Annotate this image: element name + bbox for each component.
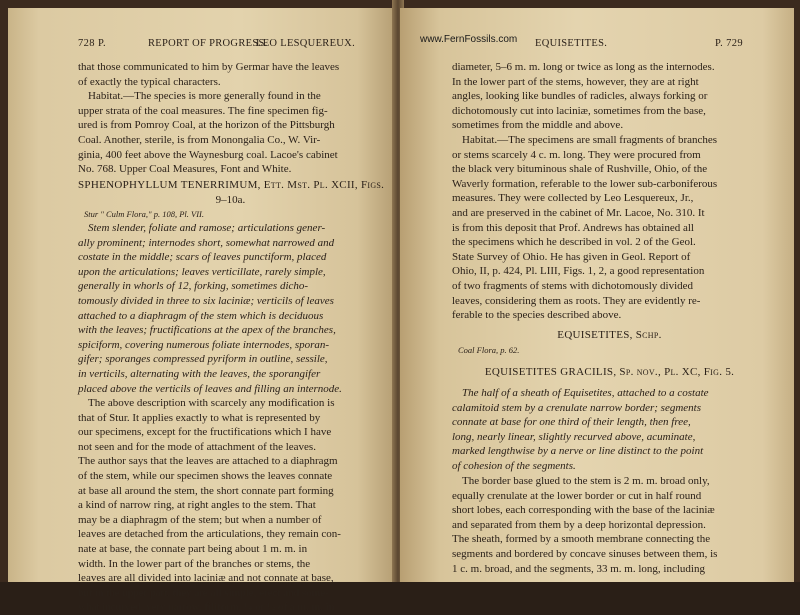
text-line: angles, looking like bundles of radicles, always forking or (452, 90, 708, 103)
text-line: short lobes, each corresponding with the base of the laciniæ (452, 504, 715, 517)
right-species-heading (452, 365, 767, 380)
right-page (400, 8, 794, 582)
right-page-number: P. 729 (715, 38, 744, 49)
text-line: with the leaves; fructifications at the apex of the branches, (78, 324, 336, 337)
text-line: tomously divided in three to six laciniæ; verticils of leaves (78, 294, 334, 307)
text-line: sometimes from the middle and above. (452, 119, 624, 132)
text-line: of the stem, while our specimen shows the leaves connate (78, 469, 333, 482)
text-line: of two fragments of stems with dichotomously divided (452, 279, 694, 292)
text-line: No. 768. Upper Coal Measures, Font and White. (78, 163, 292, 176)
text-line: may be a diaphragm of the stem; but when a number of (78, 513, 322, 526)
text-line: at base all around the stem, the short connate part forming (78, 484, 334, 497)
text-line: attached to a diaphragm of the stem which is deciduous (78, 309, 324, 322)
right-running-title: EQUISETITES. (535, 38, 608, 49)
text-line: spiciform, covering numerous foliate internodes, sporan- (78, 338, 330, 351)
text-line: that those communicated to him by Germar have the leaves (78, 61, 340, 73)
text-line: and separated from them by a deep horizontal depression. (452, 518, 706, 531)
right-genus-heading (452, 328, 767, 357)
text-line: the specimens which he described in vol. 2 of the Geol. (452, 236, 696, 249)
text-line: The sheath, formed by a smooth membrane connecting the (452, 533, 711, 546)
text-line: long, nearly linear, slightly recurved above, acuminate, (452, 430, 696, 443)
text-line: upon the articulations; leaves verticillate, rarely simple, (78, 265, 326, 278)
text-line: measures. They were collected by Leo Lesquereux, Jr., (452, 192, 694, 205)
text-line: is from this deposit that Prof. Andrews has obtained all (452, 221, 694, 234)
left-page (8, 8, 396, 614)
species-heading: SPHENOPHYLLUM TENERRIMUM, Ett. Mst. Pl. XCII, Figs. (78, 179, 385, 191)
text-line: calamitoid stem by a crenulate narrow border; segments (452, 401, 701, 414)
reference-line: Stur " Culm Flora," p. 108, Pl. VII. (84, 209, 204, 220)
text-line: generally in whorls of 12, forking, sometimes dicho- (78, 280, 309, 293)
watermark-url: www.FernFossils.com (420, 34, 518, 45)
text-line: Habitat.—The specimens are small fragments of branches (462, 133, 718, 146)
text-line: or stems scarcely 4 c. m. long. They were procured from (452, 148, 701, 161)
text-line: ally prominent; internodes short, somewhat narrowed and (78, 236, 335, 249)
left-page-number: 728 P. (78, 38, 107, 49)
text-line: what incurved, very narrow, filiform, ¼ or ½ of a m. m. in (78, 601, 335, 614)
text-line: marked lengthwise by a nerve or line distinct to the point (452, 445, 704, 458)
text-line: of exactly the typical characters. (78, 75, 221, 88)
genus-heading: EQUISETITES, Schp. (557, 329, 662, 341)
text-line: The border base glued to the stem is 2 m. m. broad only, (462, 475, 710, 487)
right-body-top (452, 60, 767, 323)
text-line: but in the upper part, they are all simple, erect and some- (78, 586, 329, 599)
right-body-bottom (452, 474, 767, 576)
text-line: ginia, 400 feet above the Waynesburg coal. Lacoe's cabinet (78, 148, 338, 161)
text-line: diameter, 5–6 m. m. long or twice as long as the internodes. (452, 61, 715, 73)
reference-line: Coal Flora, p. 62. (458, 344, 520, 355)
text-line: segments and bordered by concave sinuses between them, is (452, 547, 718, 560)
text-line: ured is from Pomroy Coal, at the horizon of the Pittsburgh (78, 119, 335, 132)
left-description (78, 221, 383, 396)
text-line: placed above the verticils of leaves and filling an internode. (78, 382, 342, 395)
text-line: Habitat.—The species is more generally found in the (88, 90, 321, 103)
text-line: and are preserved in the cabinet of Mr. Lacoe, No. 310. It (452, 206, 705, 219)
text-line: equally crenulate at the lower border or cut in half round (452, 489, 702, 502)
text-line: Ohio, II, p. 424, Pl. LIII, Figs. 1, 2, a good representation (452, 265, 705, 278)
text-line: nate at base, the connate part being about 1 m. m. in (78, 542, 308, 555)
text-line: connate at base for one third of their length, then free, (452, 416, 691, 429)
text-line: our specimens, except for the fructifications which I have (78, 426, 332, 439)
text-line: leaves are all divided into laciniæ and not connate at base, (78, 572, 334, 585)
text-line: gifer; sporanges compressed pyriform in outline, sessile, (78, 353, 328, 366)
text-line: Coal. Another, sterile, is from Monongalia Co., W. Vir- (78, 133, 321, 146)
right-description (452, 386, 767, 474)
text-line: costate in the middle; scars of leaves punctiform, placed (78, 251, 327, 264)
text-line: The half of a sheath of Equisetites, attached to a costate (462, 387, 709, 399)
text-line: the black very bituminous shale of Rushville, Ohio, of the (452, 163, 708, 176)
text-line: leaves, considering them as roots. They are evidently re- (452, 294, 701, 307)
text-line: The author says that the leaves are attached to a diaphragm (78, 455, 338, 468)
text-line: State Survey of Ohio. He has given in Geol. Report of (452, 250, 691, 263)
text-line: ferable to the species described above. (452, 309, 622, 322)
left-author: LEO LESQUEREUX. (256, 38, 355, 49)
text-line: upper strata of the coal measures. The fine specimen fig- (78, 104, 328, 117)
left-body-top (78, 60, 383, 177)
left-running-title: REPORT OF PROGRESS. (148, 38, 268, 49)
left-species-heading (78, 178, 383, 222)
text-line: a kind of narrow ring, at right angles to the stem. That (78, 499, 316, 512)
text-line: not seen and for the mode of attachment of the leaves. (78, 440, 316, 453)
text-line: leaves are detached from the articulations, they remain con- (78, 528, 341, 541)
text-line: Waverly formation, referable to the lower sub-carboniferous (452, 177, 718, 190)
species-heading: EQUISETITES GRACILIS, Sp. nov., Pl. XC, Fig. 5. (484, 366, 735, 378)
text-line: that of Stur. It applies exactly to what is represented by (78, 411, 321, 424)
text-line: Stem slender, foliate and ramose; articulations gener- (88, 222, 326, 234)
text-line: in verticils, alternating with the leaves, the sporangifer (78, 367, 321, 380)
text-line: of cohesion of the segments. (452, 459, 576, 472)
text-line: The above description with scarcely any modification is (88, 397, 335, 409)
species-heading-cont: 9–10a. (215, 193, 246, 206)
text-line: 1 c. m. broad, and the segments, 33 m. m. long, including (452, 562, 705, 575)
text-line: width. In the lower part of the branches or stems, the (78, 557, 311, 570)
left-body-bottom (78, 396, 383, 615)
text-line: In the lower part of the stems, however, they are at right (452, 75, 699, 88)
text-line: dichotomously cut into laciniæ, sometimes from the base, (452, 104, 706, 117)
